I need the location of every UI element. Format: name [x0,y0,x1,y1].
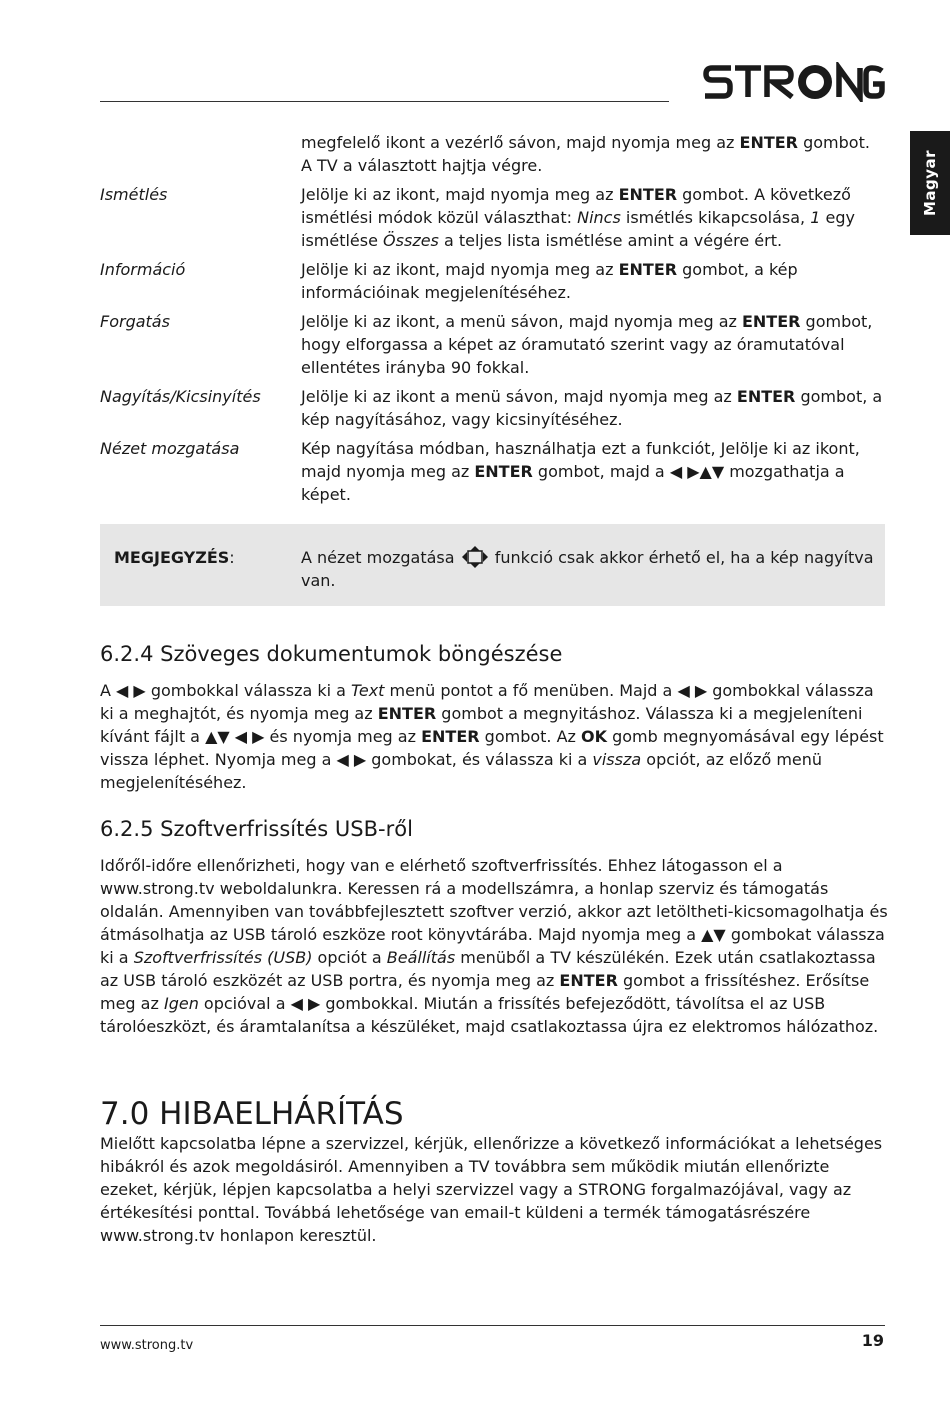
section-body-624: A ◀ ▶ gombokkal válassza ki a Text menü pontot a fő menüben. Majd a ◀ ▶ gombokkal válassza ki a meghajtót, és nyomja meg az ENTER gombot a megnyitáshoz. Válassza ki a megjeleníteni kívánt fájlt a ▲▼ ◀ ▶ és nyomja meg az ENTER gombot. Az OK gomb megnyomásával egy lépést vissza léphet. Nyomja meg a ◀ ▶ gombokat, és válassza ki a vissza opciót, az előző menü megjelenítéséhez. [100,681,884,792]
note-box [100,524,885,606]
section-heading-70: 7.0 HIBAELHÁRÍTÁS [100,1096,404,1132]
section-body-70: Mielőtt kapcsolatba lépne a szervizzel, kérjük, ellenőrizze a következő információkat a lehetséges hibákról és azok megoldásiról. Amennyiben a TV továbbra sem működik miután ellenőrizte ezeket, kérjük, lépjen kapcsolatba a helyi szervizzel vagy a STRONG forgalmazójával, vagy az értékesítési ponttal. Továbbá lehetősége van email-t küldeni a termék támogatásrészére www.strong.tv honlapon keresztül. [100,1134,883,1245]
section-body-625: Időről-időre ellenőrizheti, hogy van e elérhető szoftverfrissítés. Ehhez látogasson el a www.strong.tv weboldalunkra. Keressen rá a modellszámra, a honlap szerviz és támogatás oldalán. Amennyiben van továbbfejlesztett szoftver verzió, akkor azt letöltheti-kicsomagolhatja és átmásolhatja az USB tároló eszköze root könyvtárába. Majd nyomja meg a ▲▼ gombokat válassza ki a Szoftverfrissítés (USB) opciót a Beállítás menüből a TV készülékén. Ezek után csatlakoztassa az USB tároló eszközét az USB portra, és nyomja meg az ENTER gombot a frissítéshez. Erősítse meg az Igen opcióval a ◀ ▶ gombokkal. Miután a frissítés befejeződött, távolítsa el az USB tárolóeszközt, és áramtalanítsa a készüléket, majd csatlakoztassa újra ez elektromos hálózathoz. [100,856,888,1036]
strong-logo [703,62,885,102]
term-label: Nézet mozgatása [100,439,240,458]
term-label: Nagyítás/Kicsinyítés [100,387,261,406]
language-tab-label: Magyar [921,149,939,217]
move-arrows-icon [462,546,488,568]
note-text: A nézet mozgatása funkció csak akkor érhető el, ha a kép nagyítva van. [301,548,874,590]
term-description: Jelölje ki az ikont, majd nyomja meg az ENTER gombot, a kép információinak megjelenítéséhez. [301,260,798,302]
header-rule [100,101,669,102]
term-description: Jelölje ki az ikont a menü sávon, majd nyomja meg az ENTER gombot, a kép nagyításához, vagy kicsinyítéséhez. [301,387,883,429]
page-number: 19 [861,1331,884,1350]
term-description: Jelölje ki az ikont, majd nyomja meg az ENTER gombot. A következő ismétlési módok közül választhat: Nincs ismétlés kikapcsolása, 1 egy ismétlése Összes a teljes lista ismétlése amint a végére ért. [301,185,855,250]
term-label: Információ [100,260,186,279]
term-description: Kép nagyítása módban, használhatja ezt a funkciót, Jelölje ki az ikont, majd nyomja meg az ENTER gombot, majd a ◀ ▶▲▼ mozgathatja a képet. [301,439,860,504]
language-tab [910,131,950,235]
footer-rule [100,1325,885,1326]
footer-url: www.strong.tv [100,1338,194,1353]
term-description: Jelölje ki az ikont, a menü sávon, majd nyomja meg az ENTER gombot, hogy elforgassa a képet az óramutató szerint vagy az óramutatóval ellentétes irányba 90 fokkal. [301,312,873,377]
note-label: MEGJEGYZÉS: [114,548,235,567]
section-heading-624: 6.2.4 Szöveges dokumentumok böngészése [100,642,563,666]
term-label: Ismétlés [100,185,168,204]
term-label: Forgatás [100,312,170,331]
continuation-text: megfelelő ikont a vezérlő sávon, majd nyomja meg az ENTER gombot. A TV a választott hajtja végre. [301,133,870,175]
section-heading-625: 6.2.5 Szoftverfrissítés USB-ről [100,817,413,841]
